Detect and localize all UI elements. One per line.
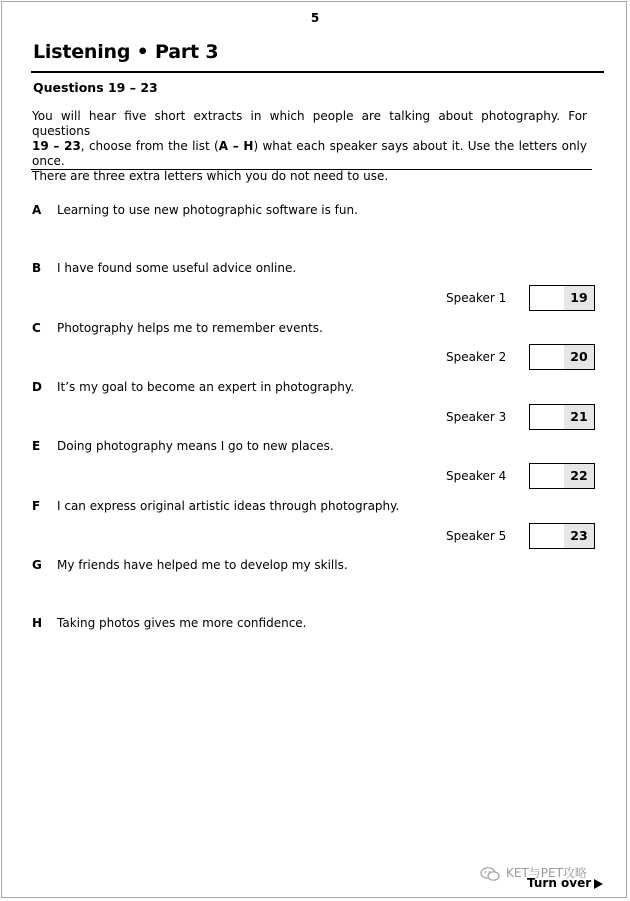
speaker-row-2	[446, 344, 598, 370]
speaker-row-3	[446, 404, 598, 430]
option-b	[32, 261, 296, 275]
option-g	[32, 558, 348, 572]
answer-box-21[interactable]	[529, 404, 565, 430]
option-letter: G	[32, 558, 42, 572]
question-number: 23	[564, 523, 595, 549]
speaker-label: Speaker 5	[446, 529, 507, 543]
instructions-line1: You will hear five short extracts in which people are talking about photography. For questions	[32, 109, 587, 138]
instructions-line3: There are three extra letters which you do not need to use.	[32, 169, 389, 183]
option-text: Taking photos gives me more confidence.	[57, 616, 307, 630]
option-d	[32, 380, 354, 394]
answer-box-23[interactable]	[529, 523, 565, 549]
option-text: Photography helps me to remember events.	[57, 321, 323, 335]
question-number: 22	[564, 463, 595, 489]
option-text: I can express original artistic ideas through photography.	[57, 499, 400, 513]
option-letter: E	[32, 439, 41, 453]
speaker-row-5	[446, 523, 598, 549]
option-text: It’s my goal to become an expert in photography.	[57, 380, 355, 394]
option-letter: A	[32, 203, 42, 217]
option-e	[32, 439, 334, 453]
answer-box-19[interactable]	[529, 285, 565, 311]
option-text: Learning to use new photographic software is fun.	[57, 203, 358, 217]
option-h	[32, 616, 307, 630]
option-text: Doing photography means I go to new places.	[57, 439, 334, 453]
option-text: I have found some useful advice online.	[57, 261, 297, 275]
answer-box-22[interactable]	[529, 463, 565, 489]
turn-over	[527, 876, 603, 890]
option-c	[32, 321, 323, 335]
watermark-text: KET与PET攻略	[506, 866, 587, 880]
option-letter: D	[32, 380, 42, 394]
option-a	[32, 203, 358, 217]
speaker-label: Speaker 3	[446, 410, 507, 424]
instructions-line2-mid: , choose from the list (	[80, 139, 219, 153]
title-divider	[31, 71, 604, 73]
option-letter: H	[32, 616, 43, 630]
option-letter: B	[32, 261, 42, 275]
instructions-range: 19 – 23	[32, 139, 81, 153]
instructions-divider	[31, 169, 592, 170]
option-text: My friends have helped me to develop my skills.	[57, 558, 348, 572]
speaker-label: Speaker 4	[446, 469, 507, 483]
instructions	[32, 109, 587, 184]
turn-over-label: Turn over	[527, 876, 592, 890]
question-number: 19	[564, 285, 595, 311]
page-title: Listening • Part 3	[33, 41, 219, 63]
option-letter: C	[32, 321, 41, 335]
instructions-letters: A – H	[218, 139, 254, 153]
question-number: 20	[564, 344, 595, 370]
speaker-row-1	[446, 285, 598, 311]
speaker-row-4	[446, 463, 598, 489]
questions-range: Questions 19 – 23	[33, 80, 158, 95]
speaker-label: Speaker 1	[446, 291, 507, 305]
question-number: 21	[564, 404, 595, 430]
instructions-line2-end: ) what each speaker says about it. Use the letters only once.	[32, 139, 587, 168]
page-number: 5	[310, 11, 320, 25]
option-f	[32, 499, 399, 513]
option-letter: F	[32, 499, 41, 513]
speaker-label: Speaker 2	[446, 350, 507, 364]
arrow-right-icon	[594, 879, 603, 889]
wechat-icon	[480, 867, 500, 881]
answer-box-20[interactable]	[529, 344, 565, 370]
